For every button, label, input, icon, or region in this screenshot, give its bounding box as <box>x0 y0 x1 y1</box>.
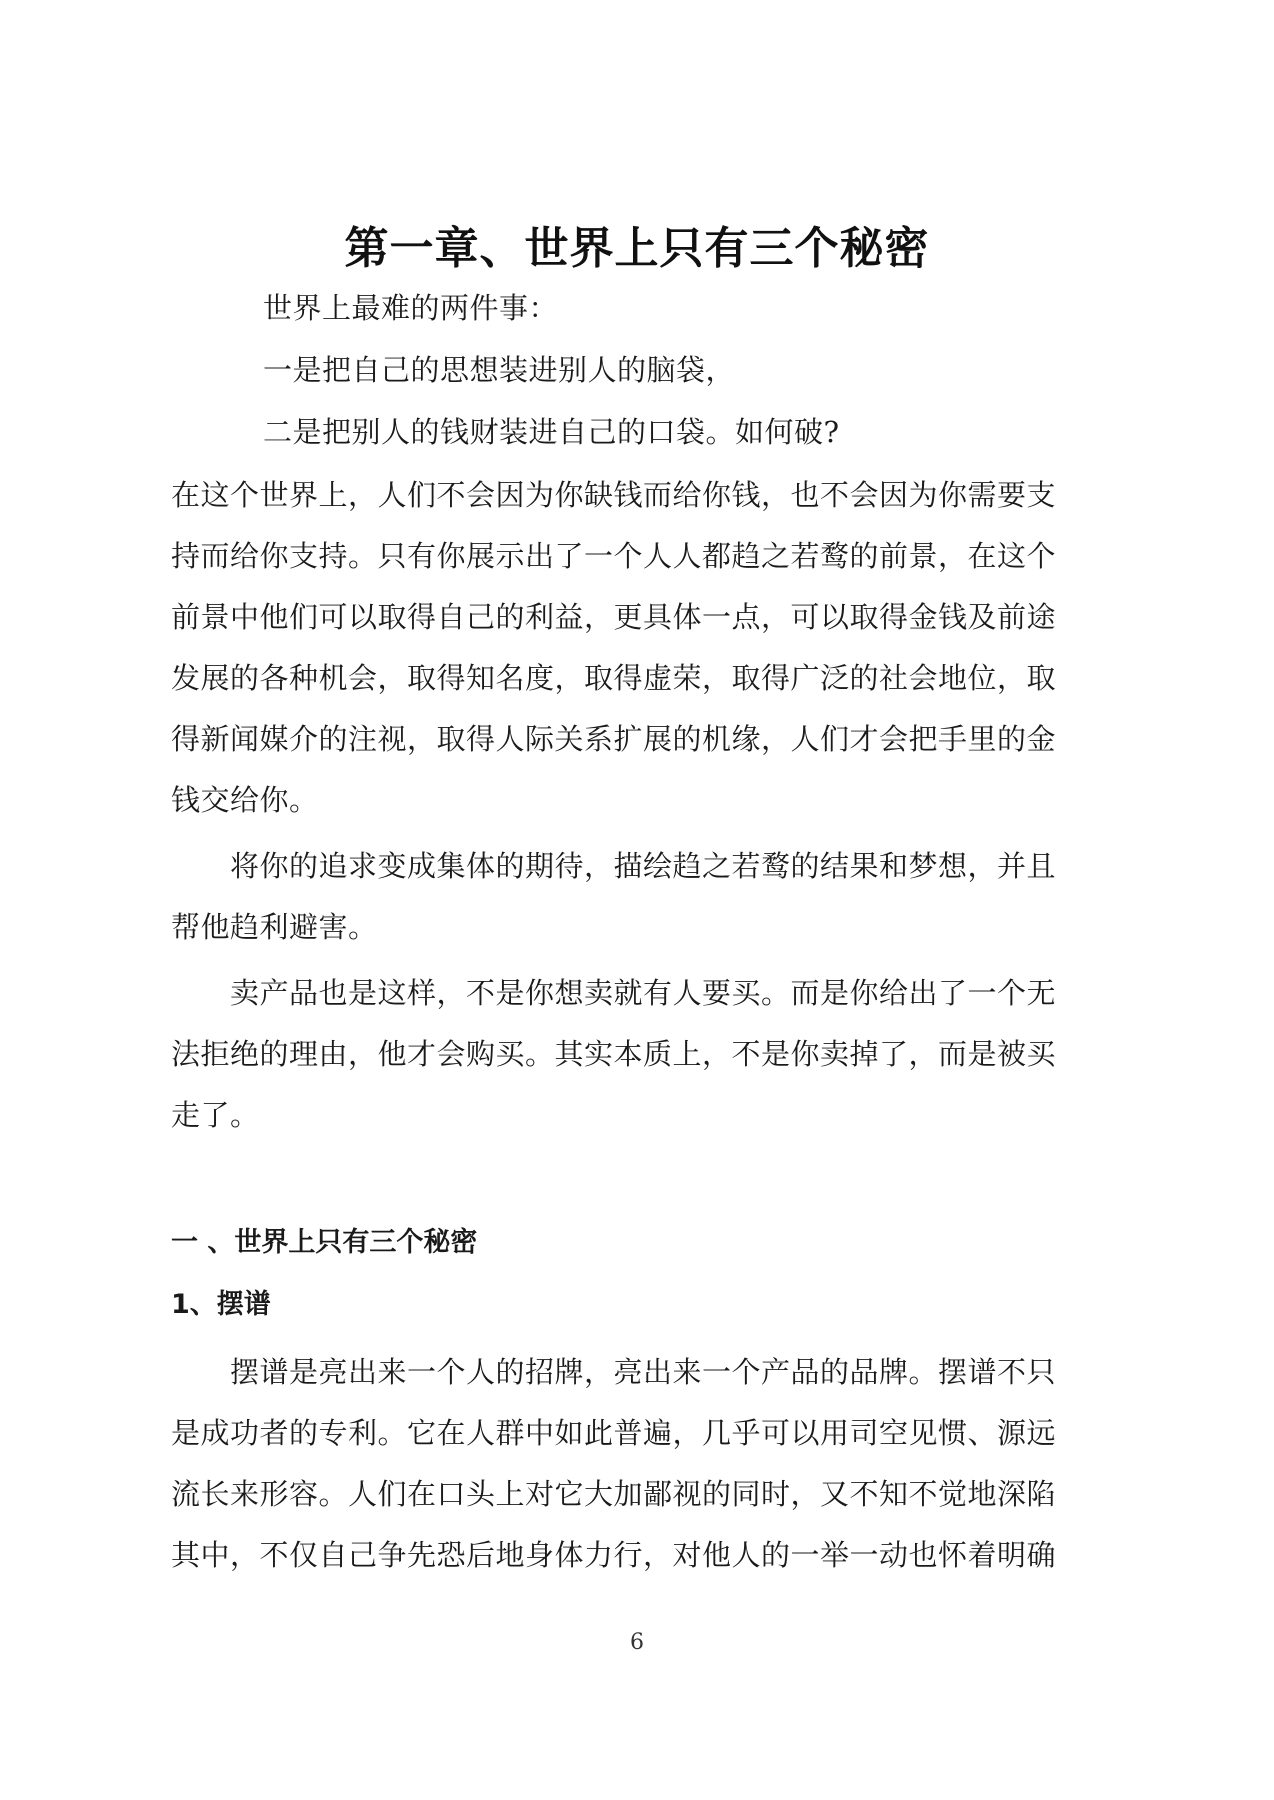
section-body-line: 是成功者的专利。它在人群中如此普遍，几乎可以用司空见惯、源远 <box>171 1416 1057 1450</box>
intro-line-3: 二是把别人的钱财装进自己的口袋。如何破? <box>263 415 840 449</box>
paragraph-3-line: 法拒绝的理由，他才会购买。其实本质上，不是你卖掉了，而是被买 <box>171 1037 1057 1071</box>
page-number: 6 <box>630 1630 644 1655</box>
paragraph-1-line: 发展的各种机会，取得知名度，取得虚荣，取得广泛的社会地位，取 <box>171 661 1057 695</box>
chapter-title: 第一章、世界上只有三个秘密 <box>344 223 930 274</box>
paragraph-1-line: 前景中他们可以取得自己的利益，更具体一点，可以取得金钱及前途 <box>171 600 1057 634</box>
paragraph-3-line: 卖产品也是这样，不是你想卖就有人要买。而是你给出了一个无 <box>230 976 1057 1010</box>
section-body-line: 其中，不仅自己争先恐后地身体力行，对他人的一举一动也怀着明确 <box>171 1538 1057 1572</box>
section-heading: 一 、世界上只有三个秘密 <box>171 1227 478 1258</box>
section-body-line: 摆谱是亮出来一个人的招牌，亮出来一个产品的品牌。摆谱不只 <box>230 1355 1057 1389</box>
intro-line-1: 世界上最难的两件事： <box>263 291 559 325</box>
section-body-line: 流长来形容。人们在口头上对它大加鄙视的同时，又不知不觉地深陷 <box>171 1477 1057 1511</box>
paragraph-1-line: 持而给你支持。只有你展示出了一个人人都趋之若鹜的前景，在这个 <box>171 539 1057 573</box>
paragraph-1-line: 得新闻媒介的注视，取得人际关系扩展的机缘，人们才会把手里的金 <box>171 722 1057 756</box>
paragraph-1-line: 在这个世界上，人们不会因为你缺钱而给你钱，也不会因为你需要支 <box>171 478 1057 512</box>
paragraph-1-line: 钱交给你。 <box>171 783 319 817</box>
section-subheading: 1、摆谱 <box>171 1289 271 1320</box>
paragraph-2-line: 将你的追求变成集体的期待，描绘趋之若鹜的结果和梦想，并且 <box>230 849 1057 883</box>
paragraph-3-line: 走了。 <box>171 1098 260 1132</box>
paragraph-2-line: 帮他趋利避害。 <box>171 910 378 944</box>
intro-line-2: 一是把自己的思想装进别人的脑袋， <box>263 353 736 387</box>
